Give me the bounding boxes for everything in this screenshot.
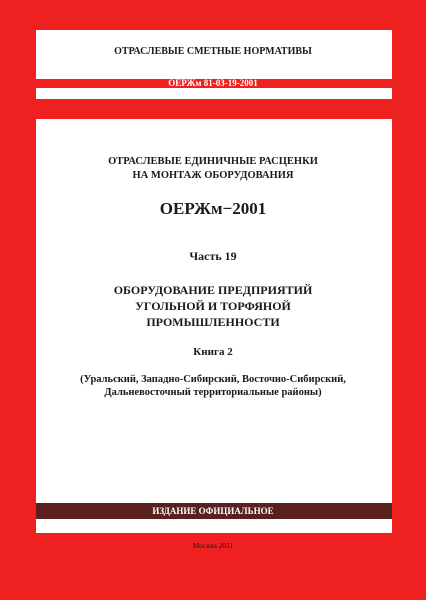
regions-line-1: (Уральский, Западно-Сибирский, Восточно-Сибирский, xyxy=(80,374,346,385)
collection-title-line-1: ОТРАСЛЕВЫЕ ЕДИНИЧНЫЕ РАСЦЕНКИ xyxy=(108,156,318,167)
equipment-title-line-1: ОБОРУДОВАНИЕ ПРЕДПРИЯТИЙ xyxy=(113,283,313,297)
collection-title-line-2: НА МОНТАЖ ОБОРУДОВАНИЯ xyxy=(132,170,294,181)
red-frame-mid xyxy=(0,99,426,119)
official-edition-label: ИЗДАНИЕ ОФИЦИАЛЬНОЕ xyxy=(152,506,274,516)
regions-line-2: Дальневосточный территориальные районы) xyxy=(104,387,322,398)
equipment-title-line-2: УГОЛЬНОЙ И ТОРФЯНОЙ xyxy=(135,299,291,313)
code-stripe-label: ОЕРЖм 81-03-19-2001 xyxy=(168,78,258,88)
equipment-title-line-3: ПРОМЫШЛЕННОСТИ xyxy=(146,315,280,329)
part-label: Часть 19 xyxy=(189,249,237,263)
place-year: Москва 2011 xyxy=(192,541,234,550)
code-big-title: ОЕРЖм−2001 xyxy=(159,199,267,218)
book-label: Книга 2 xyxy=(193,346,233,358)
red-frame-top xyxy=(0,0,426,30)
header-title: ОТРАСЛЕВЫЕ СМЕТНЫЕ НОРМАТИВЫ xyxy=(114,46,312,57)
